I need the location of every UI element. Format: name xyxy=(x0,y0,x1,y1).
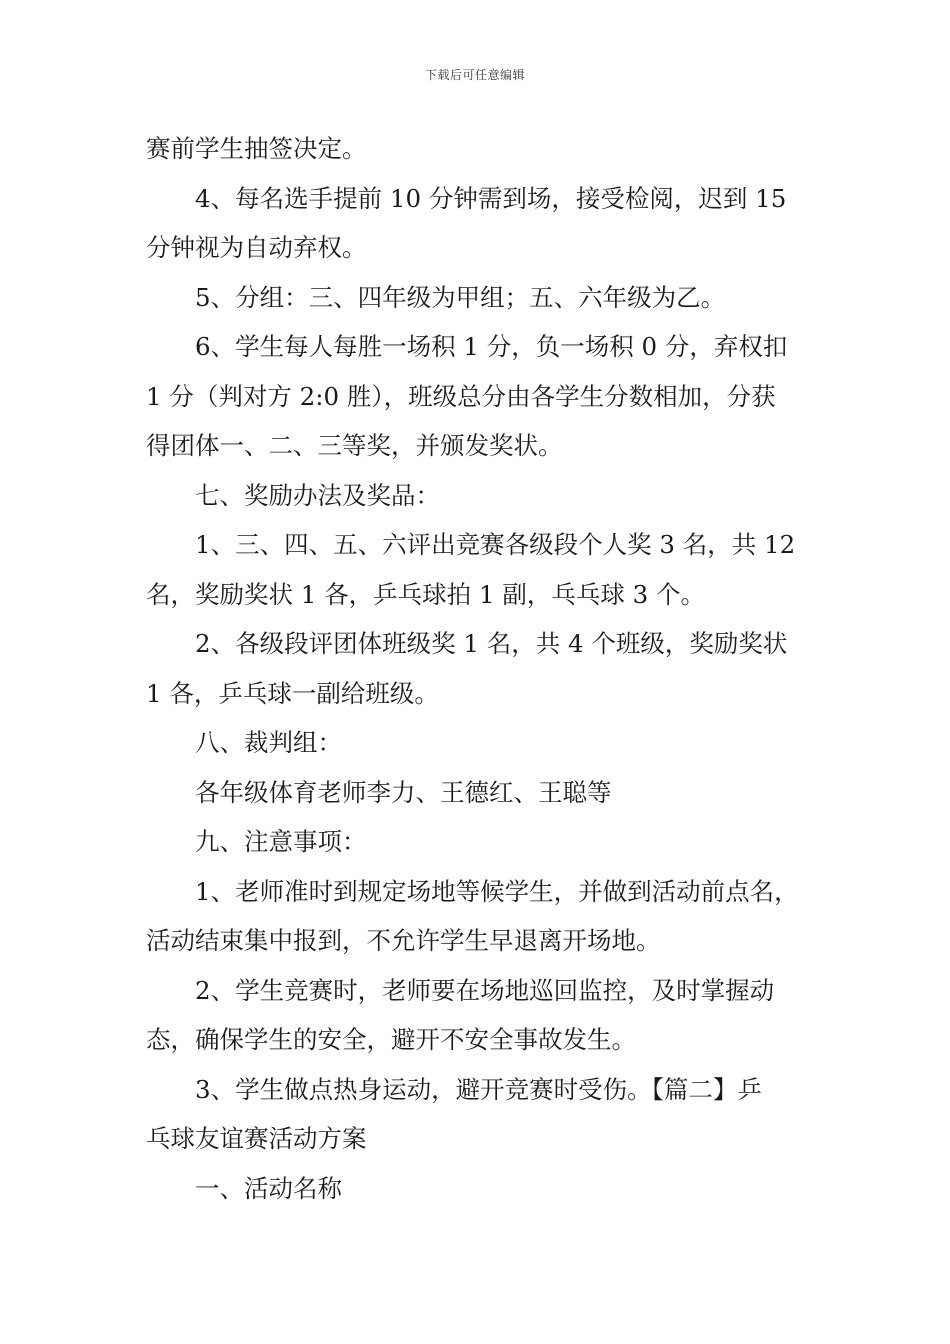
text-line: 2、各级段评团体班级奖 1 名，共 4 个班级，奖励奖状 xyxy=(195,629,788,658)
text-line: 赛前学生抽签决定。 xyxy=(146,134,367,163)
text-line: 1 分（判对方 2:0 胜），班级总分由各学生分数相加，分获 xyxy=(146,381,776,411)
text-line: 各年级体育老师李力、王德红、王聪等 xyxy=(195,777,612,807)
text-line: 4、每名选手提前 10 分钟需到场，接受检阅，迟到 15 xyxy=(195,183,787,213)
page-header: 下载后可任意编辑 xyxy=(424,68,525,82)
document-body xyxy=(146,124,810,1213)
text-line: 得团体一、二、三等奖，并颁发奖状。 xyxy=(146,431,563,460)
text-line: 1 各，乒乓球一副给班级。 xyxy=(146,678,439,708)
text-line: 5、分组：三、四年级为甲组；五、六年级为乙。 xyxy=(195,282,726,312)
text-line: 乓球友谊赛活动方案 xyxy=(146,1124,367,1153)
text-line: 一、活动名称 xyxy=(195,1173,342,1203)
text-line: 活动结束集中报到，不允许学生早退离开场地。 xyxy=(146,926,661,955)
text-line: 七、奖励办法及奖品： xyxy=(195,480,440,510)
text-line: 八、裁判组： xyxy=(195,728,342,757)
text-line: 2、学生竞赛时，老师要在场地巡回监控，及时掌握动 xyxy=(195,975,775,1005)
text-line: 名，奖励奖状 1 各，乒乓球拍 1 副，乓乓球 3 个。 xyxy=(146,579,705,609)
text-line: 3、学生做点热身运动，避开竞赛时受伤。【篇二】乒 xyxy=(195,1074,762,1104)
text-line: 6、学生每人每胜一场积 1 分，负一场积 0 分，弃权扣 xyxy=(195,332,788,361)
text-line: 九、注意事项： xyxy=(195,827,367,856)
text-line: 1、老师准时到规定场地等候学生，并做到活动前点名， xyxy=(195,876,799,906)
text-line: 分钟视为自动弃权。 xyxy=(146,233,367,262)
text-line: 1、三、四、五、六评出竞赛各级段个人奖 3 名，共 12 xyxy=(195,530,796,559)
text-line: 态，确保学生的安全，避开不安全事故发生。 xyxy=(146,1025,636,1054)
